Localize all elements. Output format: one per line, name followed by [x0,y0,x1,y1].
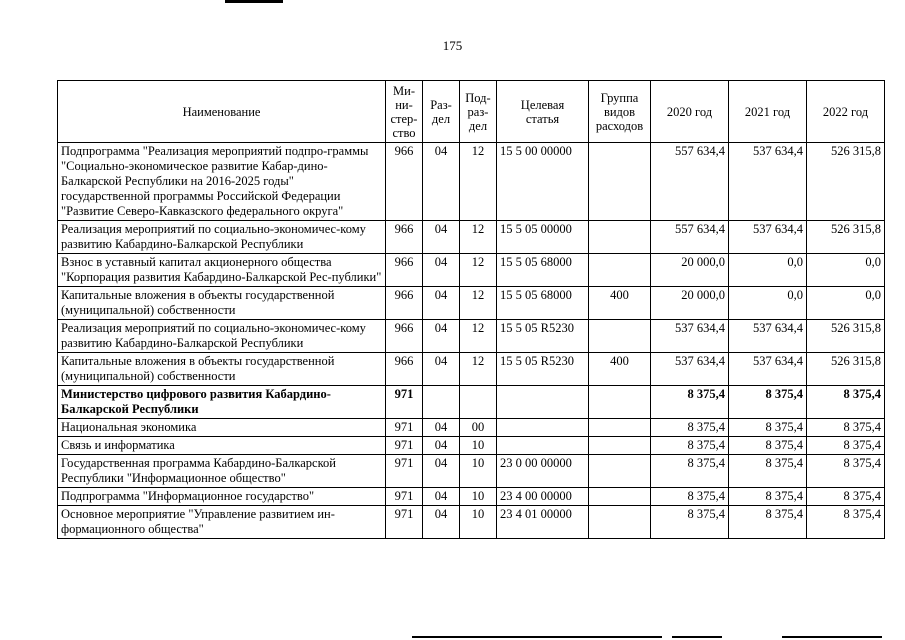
cell-section: 04 [423,437,460,455]
cell-section: 04 [423,506,460,539]
cell-expense-group: 400 [589,287,651,320]
bottom-edge-rule [672,636,722,638]
cell-target: 23 4 00 00000 [497,488,589,506]
table-body [58,143,885,539]
cell-subsection: 12 [460,254,497,287]
cell-subsection [460,386,497,419]
cell-ministry: 966 [386,320,423,353]
cell-name: Реализация мероприятий по социально-экономичес-кому развитию Кабардино-Балкарской Республики [58,320,386,353]
cell-ministry: 971 [386,419,423,437]
cell-section: 04 [423,254,460,287]
cell-2020: 8 375,4 [651,506,729,539]
cell-name: Капитальные вложения в объекты государственной (муниципальной) собственности [58,287,386,320]
cell-2021: 8 375,4 [729,386,807,419]
cell-name: Подпрограмма "Реализация мероприятий подпро-граммы "Социально-экономическое развитие Кабар-дино-Балкарской Республики на 2016-2025 годы" государственной программы Российской Федерации "Развитие Северо-Кавказского федерального округа" [58,143,386,221]
cell-2021: 8 375,4 [729,419,807,437]
cell-subsection: 10 [460,488,497,506]
cell-expense-group [589,419,651,437]
table-row [58,221,885,254]
table-row [58,254,885,287]
cell-2022: 8 375,4 [807,386,885,419]
cell-ministry: 966 [386,143,423,221]
cell-ministry: 971 [386,386,423,419]
cell-ministry: 971 [386,455,423,488]
cell-target: 23 0 00 00000 [497,455,589,488]
table-row [58,437,885,455]
cell-expense-group [589,506,651,539]
cell-ministry: 966 [386,353,423,386]
cell-name: Связь и информатика [58,437,386,455]
cell-ministry: 971 [386,488,423,506]
table-row [58,488,885,506]
cell-2021: 537 634,4 [729,143,807,221]
cell-section: 04 [423,488,460,506]
cell-2020: 557 634,4 [651,221,729,254]
cell-target: 15 5 05 R5230 [497,353,589,386]
page-number: 175 [442,38,463,53]
cell-name: Взнос в уставный капитал акционерного общества "Корпорация развития Кабардино-Балкарской Рес-публики" [58,254,386,287]
cell-2021: 0,0 [729,287,807,320]
cell-target: 15 5 05 68000 [497,254,589,287]
cell-section [423,386,460,419]
cell-name: Основное мероприятие "Управление развитием ин-формационного общества" [58,506,386,539]
bottom-edge-rule [412,636,662,638]
table-row [58,353,885,386]
cell-2020: 8 375,4 [651,419,729,437]
cell-section: 04 [423,353,460,386]
header-2022: 2022 год [807,81,885,143]
cell-subsection: 10 [460,455,497,488]
header-section: Раз- дел [423,81,460,143]
cell-subsection: 12 [460,221,497,254]
cell-ministry: 971 [386,506,423,539]
cell-2022: 526 315,8 [807,320,885,353]
cell-2020: 557 634,4 [651,143,729,221]
table-row [58,506,885,539]
cell-section: 04 [423,221,460,254]
cell-expense-group [589,320,651,353]
cell-2022: 8 375,4 [807,506,885,539]
cell-expense-group [589,455,651,488]
cell-expense-group [589,221,651,254]
cell-section: 04 [423,320,460,353]
cell-2021: 0,0 [729,254,807,287]
cell-2022: 8 375,4 [807,419,885,437]
header-ministry: Ми- ни- стер- ство [386,81,423,143]
cell-target: 15 5 00 00000 [497,143,589,221]
cell-2022: 8 375,4 [807,488,885,506]
cell-2020: 20 000,0 [651,254,729,287]
header-target: Целевая статья [497,81,589,143]
cell-subsection: 00 [460,419,497,437]
cell-expense-group [589,488,651,506]
cell-subsection: 12 [460,320,497,353]
cell-ministry: 966 [386,254,423,287]
cell-name: Реализация мероприятий по социально-экономичес-кому развитию Кабардино-Балкарской Республики [58,221,386,254]
cell-subsection: 12 [460,287,497,320]
cell-2021: 537 634,4 [729,353,807,386]
cell-expense-group [589,437,651,455]
cell-2020: 20 000,0 [651,287,729,320]
cell-2020: 537 634,4 [651,353,729,386]
cell-2021: 8 375,4 [729,455,807,488]
table-row [58,320,885,353]
cell-expense-group [589,386,651,419]
cell-subsection: 12 [460,353,497,386]
cell-name: Министерство цифрового развития Кабардино-Балкарской Республики [58,386,386,419]
table-row [58,143,885,221]
cell-2022: 526 315,8 [807,221,885,254]
cell-2021: 537 634,4 [729,221,807,254]
cell-expense-group [589,143,651,221]
cell-2022: 8 375,4 [807,455,885,488]
cell-name: Государственная программа Кабардино-Балкарской Республики "Информационное общество" [58,455,386,488]
cell-section: 04 [423,455,460,488]
cell-2022: 0,0 [807,287,885,320]
bottom-edge-rule [782,636,882,638]
cell-name: Национальная экономика [58,419,386,437]
cell-2020: 8 375,4 [651,488,729,506]
cell-target: 15 5 05 00000 [497,221,589,254]
cell-ministry: 971 [386,437,423,455]
cell-target: 15 5 05 R5230 [497,320,589,353]
cell-target [497,437,589,455]
cell-name: Капитальные вложения в объекты государственной (муниципальной) собственности [58,353,386,386]
cell-target: 23 4 01 00000 [497,506,589,539]
cell-expense-group: 400 [589,353,651,386]
cell-2021: 8 375,4 [729,488,807,506]
cell-2022: 526 315,8 [807,143,885,221]
cell-name: Подпрограмма "Информационное государство" [58,488,386,506]
cell-2021: 8 375,4 [729,506,807,539]
table-row [58,287,885,320]
cell-section: 04 [423,419,460,437]
cell-2020: 8 375,4 [651,386,729,419]
header-2021: 2021 год [729,81,807,143]
header-name: Наименование [58,81,386,143]
cell-2020: 8 375,4 [651,455,729,488]
cell-2022: 0,0 [807,254,885,287]
table-row [58,386,885,419]
cell-2020: 537 634,4 [651,320,729,353]
table-row [58,419,885,437]
cell-2021: 8 375,4 [729,437,807,455]
budget-table [57,80,885,539]
cell-2021: 537 634,4 [729,320,807,353]
cell-expense-group [589,254,651,287]
cell-subsection: 10 [460,437,497,455]
cell-subsection: 10 [460,506,497,539]
cell-2022: 526 315,8 [807,353,885,386]
table-header-row [58,81,885,143]
cell-section: 04 [423,287,460,320]
header-subsection: Под- раз- дел [460,81,497,143]
table-row [58,455,885,488]
cell-target [497,419,589,437]
top-edge-rule [225,0,283,3]
cell-section: 04 [423,143,460,221]
cell-2022: 8 375,4 [807,437,885,455]
cell-2020: 8 375,4 [651,437,729,455]
cell-target [497,386,589,419]
cell-ministry: 966 [386,221,423,254]
cell-subsection: 12 [460,143,497,221]
cell-ministry: 966 [386,287,423,320]
header-expense-group: Группа видов расходов [589,81,651,143]
cell-target: 15 5 05 68000 [497,287,589,320]
header-2020: 2020 год [651,81,729,143]
